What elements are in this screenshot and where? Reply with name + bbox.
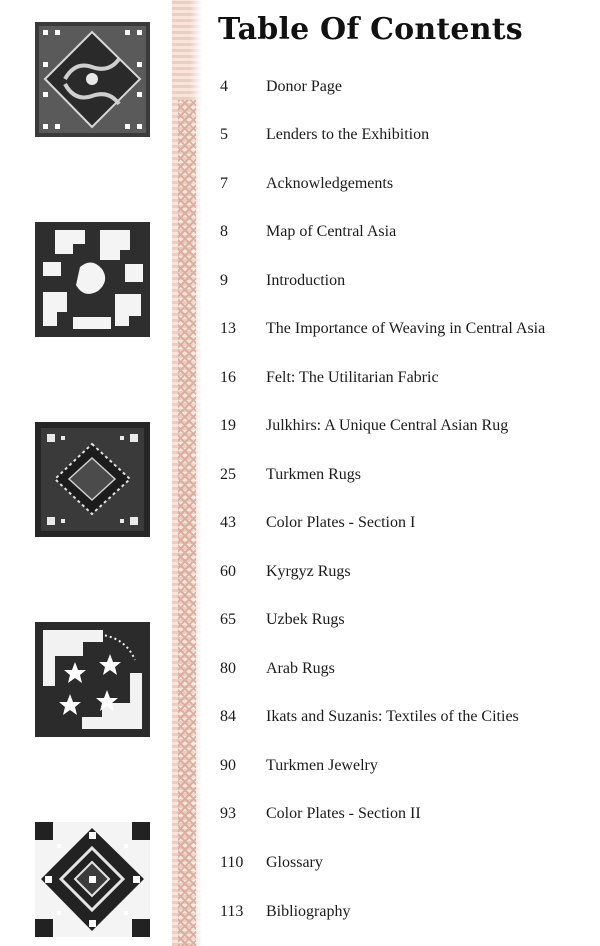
toc-entry: [220, 511, 595, 535]
toc-entry: [220, 802, 595, 826]
toc-entry-title: Donor Page: [266, 78, 342, 95]
toc-entry: [220, 608, 595, 632]
toc-page-number: 16: [220, 369, 236, 386]
turkmen-gul-pattern-icon: [35, 422, 150, 537]
toc-page-number: 5: [220, 126, 228, 143]
felt-scroll-pattern-icon: [35, 22, 150, 137]
toc-entry: [220, 366, 595, 390]
toc-page-number: 84: [220, 708, 236, 725]
toc-page-number: 60: [220, 563, 236, 580]
toc-entry: [220, 75, 595, 99]
toc-entry-title: Julkhirs: A Unique Central Asian Rug: [266, 417, 509, 434]
toc-page-number: 25: [220, 466, 236, 483]
toc-entry: [220, 317, 595, 341]
toc-entry: [220, 172, 595, 196]
uzbek-star-pattern-icon: [35, 622, 150, 737]
toc-entry-title: Turkmen Jewelry: [266, 757, 378, 774]
toc-entry: [220, 705, 595, 729]
toc-entry-title: Turkmen Rugs: [266, 466, 361, 483]
toc-entry-title: Acknowledgements: [266, 175, 394, 192]
toc-entry-title: Kyrgyz Rugs: [266, 563, 351, 580]
toc-page-number: 110: [220, 854, 244, 871]
toc-entry: [220, 851, 595, 875]
toc-page-number: 43: [220, 514, 236, 531]
toc-page-number: 8: [220, 223, 228, 240]
page-title: Table Of Contents: [218, 12, 523, 47]
toc-entry-title: Lenders to the Exhibition: [266, 126, 430, 143]
toc-entry-title: Map of Central Asia: [266, 223, 397, 240]
toc-page-number: 93: [220, 805, 236, 822]
toc-entry: [220, 123, 595, 147]
toc-page-number: 13: [220, 320, 236, 337]
diamond-cross-pattern-icon: [35, 822, 150, 937]
toc-page-number: 65: [220, 611, 236, 628]
toc-entry: [220, 560, 595, 584]
toc-page-number: 19: [220, 417, 236, 434]
toc-entry: [220, 657, 595, 681]
toc-entry-title: Felt: The Utilitarian Fabric: [266, 369, 439, 386]
toc-entry: [220, 269, 595, 293]
toc-page-number: 90: [220, 757, 236, 774]
toc-entry-title: Introduction: [266, 272, 346, 289]
toc-page-number: 7: [220, 175, 228, 192]
toc-entry: [220, 900, 595, 924]
toc-entry: [220, 754, 595, 778]
toc-entry-title: The Importance of Weaving in Central Asia: [266, 320, 546, 337]
toc-page-number: 4: [220, 78, 228, 95]
toc-entry-title: Color Plates - Section I: [266, 514, 416, 531]
toc-page-number: 113: [220, 903, 244, 920]
ribbon-zigzag-pattern: [178, 100, 196, 946]
toc-entry-title: Glossary: [266, 854, 323, 871]
toc-entry-title: Color Plates - Section II: [266, 805, 421, 822]
toc-entry: [220, 463, 595, 487]
toc-entry: [220, 414, 595, 438]
toc-page-number: 80: [220, 660, 236, 677]
toc-page-number: 9: [220, 272, 228, 289]
toc-entry: [220, 220, 595, 244]
toc-entry-title: Arab Rugs: [266, 660, 335, 677]
toc-entry-title: Ikats and Suzanis: Textiles of the Cities: [266, 708, 519, 725]
toc-entry-title: Uzbek Rugs: [266, 611, 345, 628]
julkhir-pile-pattern-icon: [35, 222, 150, 337]
toc-entry-title: Bibliography: [266, 903, 351, 920]
